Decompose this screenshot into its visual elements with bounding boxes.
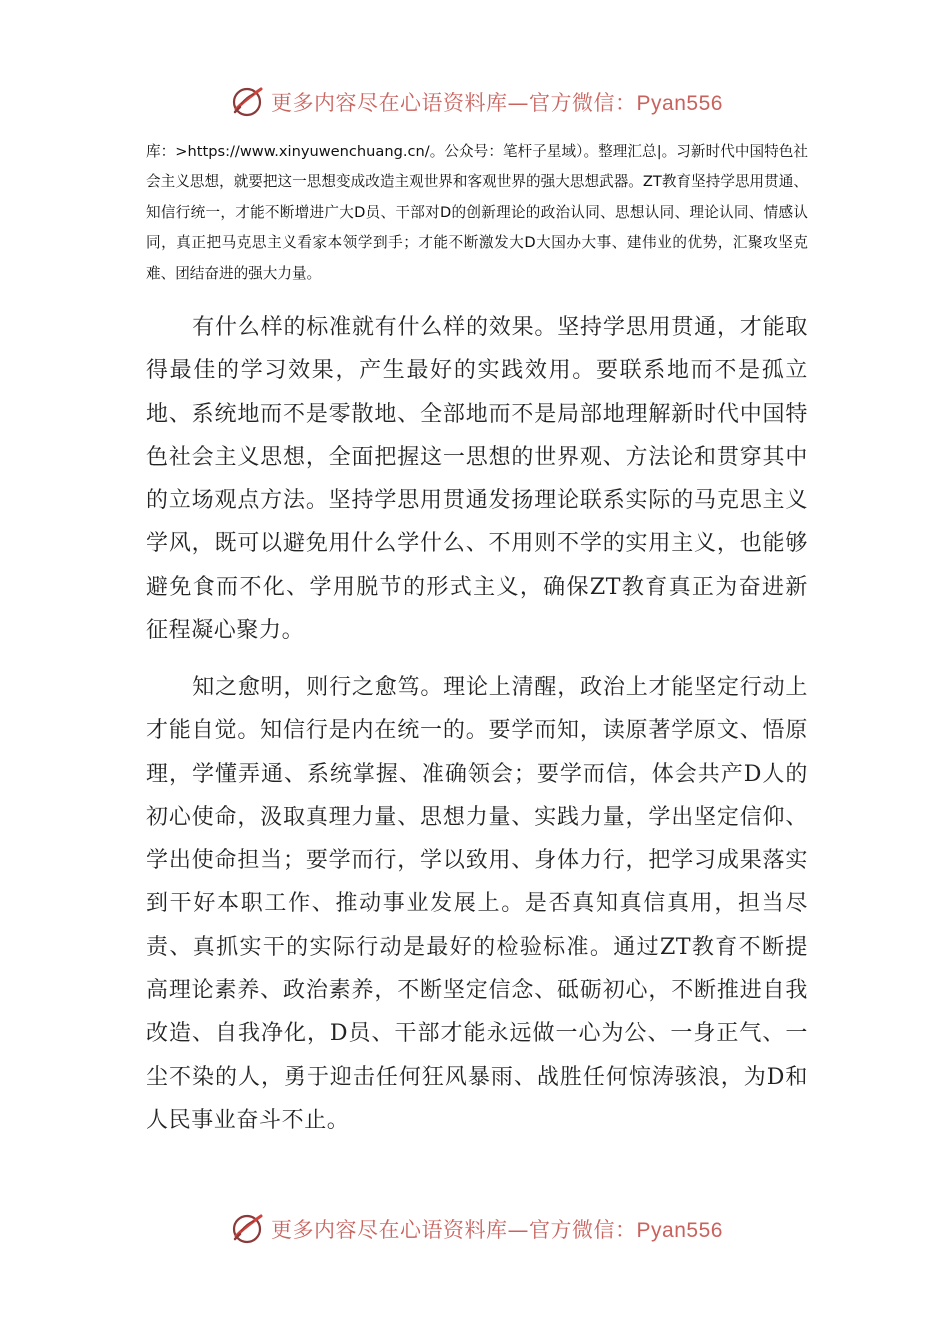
intro-paragraph: 库：>https://www.xinyuwenchuang.cn/。公众号：笔杆子星域）。整理汇总|。习新时代中国特色社会主义思想，就要把这一思想变成改造主观世界和客观世界的强大思想武器。ZT教育坚持学思用贯通、知信行统一，才能不断增进广大D员、干部对D的创新理论的政治认同、思想认同、理论认同、情感认同，真正把马克思主义看家本领学到手；才能不断激发大D大国办大事、建伟业的优势，汇聚攻坚克难、团结奋进的强大力量。: [146, 143, 808, 282]
header-wechat-id: Pyan556: [636, 92, 723, 115]
body-paragraph-1: 有什么样的标准就有什么样的效果。坚持学思用贯通，才能取得最佳的学习效果，产生最好的实践效用。要联系地而不是孤立地、系统地而不是零散地、全部地而不是局部地理解新时代中国特色社会主义思想，全面把握这一思想的世界观、方法论和贯穿其中的立场观点方法。坚持学思用贯通发扬理论联系实际的马克思主义学风，既可以避免用什么学什么、不用则不学的实用主义，也能够避免食而不化、学用脱节的形式主义，确保ZT教育真正为奋进新征程凝心聚力。: [146, 315, 808, 644]
pen-logo-icon: [227, 1209, 267, 1249]
footer-banner: [0, 1207, 950, 1251]
header-banner: [0, 80, 950, 124]
pen-logo-icon: [227, 82, 267, 122]
body-paragraph-2: 知之愈明，则行之愈笃。理论上清醒，政治上才能坚定行动上才能自觉。知信行是内在统一的。要学而知，读原著学原文、悟原理，学懂弄通、系统掌握、准确领会；要学而信，体会共产D人的初心使命，汲取真理力量、思想力量、实践力量，学出坚定信仰、学出使命担当；要学而行，学以致用、身体力行，把学习成果落实到干好本职工作、推动事业发展上。是否真知真信真用，担当尽责、真抓实干的实际行动是最好的检验标准。通过ZT教育不断提高理论素养、政治素养，不断坚定信念、砥砺初心，不断推进自我改造、自我净化，D员、干部才能永远做一心为公、一身正气、一尘不染的人，勇于迎击任何狂风暴雨、战胜任何惊涛骇浪，为D和人民事业奋斗不止。: [146, 675, 808, 1133]
footer-wechat-id: Pyan556: [636, 1219, 723, 1242]
header-banner-text: 更多内容尽在心语资料库—官方微信：Pyan556: [271, 91, 723, 115]
footer-banner-text: 更多内容尽在心语资料库—官方微信：Pyan556: [271, 1218, 723, 1242]
